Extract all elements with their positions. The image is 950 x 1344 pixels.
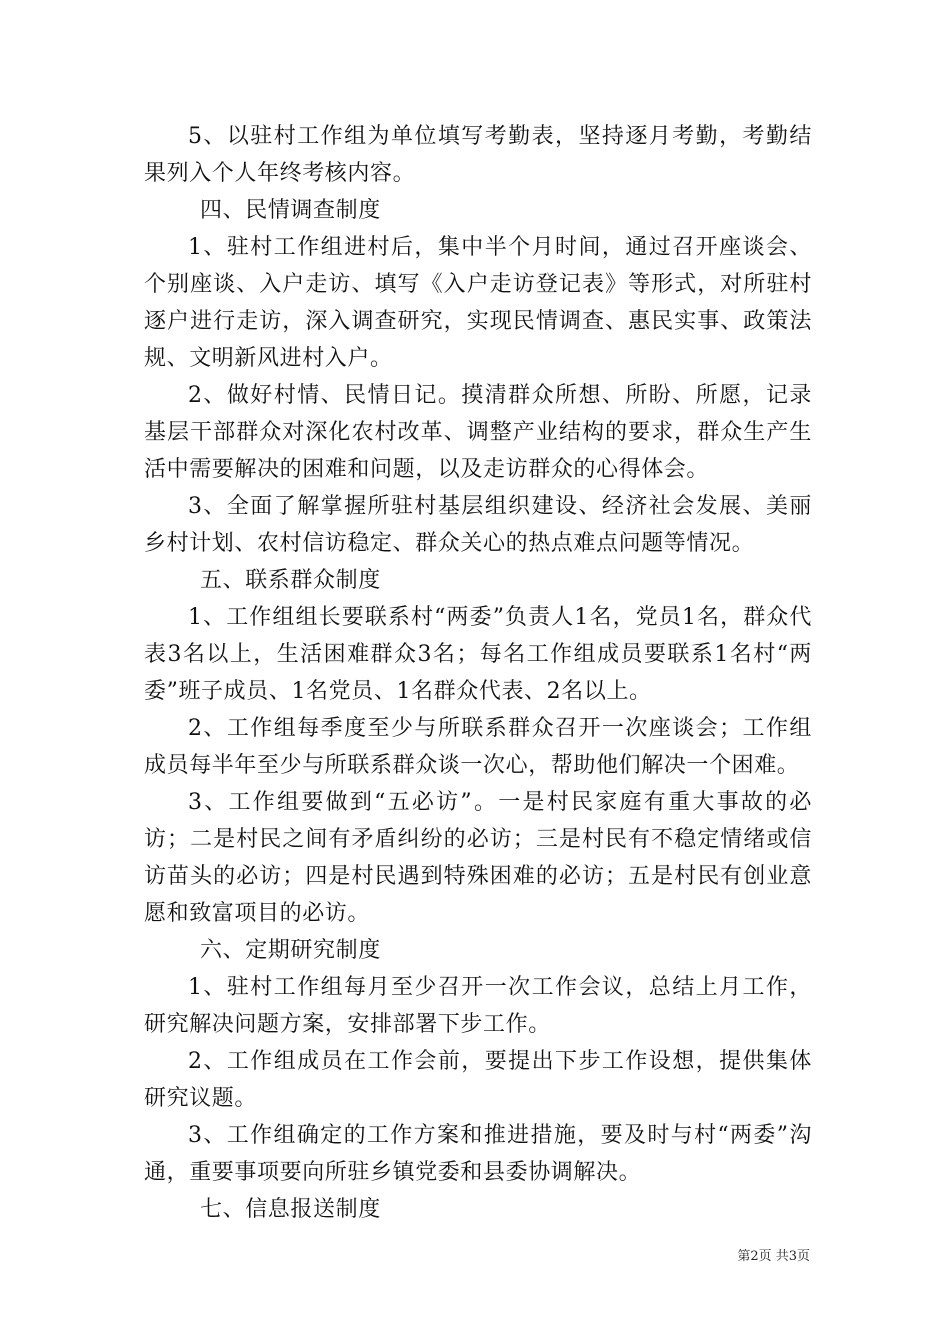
paragraph: 1、驻村工作组每月至少召开一次工作会议，总结上月工作，研究解决问题方案，安排部署下步工作。: [144, 975, 812, 1037]
paragraph: 3、全面了解掌握所驻村基层组织建设、经济社会发展、美丽乡村计划、农村信访稳定、群众关心的热点难点问题等情况。: [144, 494, 812, 556]
section-heading: 五、联系群众制度: [200, 568, 381, 593]
section-heading: 六、定期研究制度: [200, 938, 381, 963]
paragraph: 2、工作组成员在工作会前，要提出下步工作设想，提供集体研究议题。: [144, 1049, 812, 1111]
paragraph: 5、以驻村工作组为单位填写考勤表，坚持逐月考勤，考勤结果列入个人年终考核内容。: [144, 124, 812, 186]
page-number: 第2页 共3页: [737, 1249, 810, 1264]
paragraph: 1、驻村工作组进村后，集中半个月时间，通过召开座谈会、个别座谈、入户走访、填写《入户走访登记表》等形式，对所驻村逐户进行走访，深入调查研究，实现民情调查、惠民实事、政策法规、文明新风进村入户。: [144, 235, 812, 371]
paragraph: 3、工作组确定的工作方案和推进措施，要及时与村“两委”沟通，重要事项要向所驻乡镇党委和县委协调解决。: [144, 1123, 812, 1185]
document-body: [144, 118, 812, 1228]
paragraph: 1、工作组组长要联系村“两委”负责人1名，党员1名，群众代表3名以上，生活困难群众3名；每名工作组成员要联系1名村“两委”班子成员、1名党员、1名群众代表、2名以上。: [144, 605, 812, 704]
section-heading: 四、民情调查制度: [200, 198, 381, 223]
paragraph: 2、做好村情、民情日记。摸清群众所想、所盼、所愿，记录基层干部群众对深化农村改革、调整产业结构的要求，群众生产生活中需要解决的困难和问题，以及走访群众的心得体会。: [144, 383, 812, 482]
section-heading: 七、信息报送制度: [200, 1197, 381, 1222]
paragraph: 3、工作组要做到“五必访”。一是村民家庭有重大事故的必访；二是村民之间有矛盾纠纷的必访；三是村民有不稳定情绪或信访苗头的必访；四是村民遇到特殊困难的必访；五是村民有创业意愿和致富项目的必访。: [144, 790, 812, 926]
paragraph: 2、工作组每季度至少与所联系群众召开一次座谈会；工作组成员每半年至少与所联系群众谈一次心，帮助他们解决一个困难。: [144, 716, 812, 778]
